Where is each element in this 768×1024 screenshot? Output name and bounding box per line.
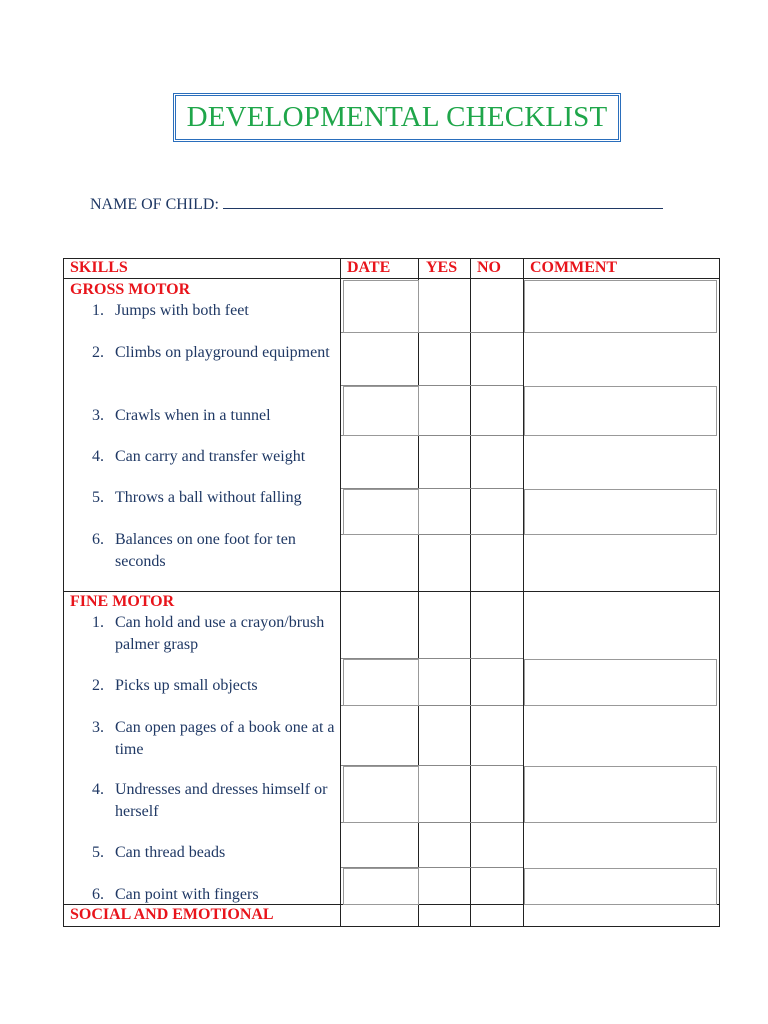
name-of-child-line [90,192,663,214]
yes-no-divider [470,258,471,927]
header-yes: YES [426,259,458,276]
skills-date-divider [340,258,341,927]
date-entry-box[interactable] [343,659,419,706]
date-entry-box[interactable] [343,386,419,436]
list-item: 6. Can point with fingers [92,886,259,903]
comment-entry-box[interactable] [524,386,717,436]
date-entry-box[interactable] [343,766,419,823]
header-no: NO [477,259,501,276]
date-entry-box[interactable] [343,489,419,535]
comment-entry-box[interactable] [524,280,717,333]
section-heading-social-emotional: SOCIAL AND EMOTIONAL [70,906,274,923]
gross-motor-bottom-border [63,591,720,592]
list-item: 1. Jumps with both feet [92,302,249,319]
list-item: 2. Climbs on playground equipment [92,344,330,361]
list-item: 3. Can open pages of a book one at a time [92,719,335,758]
list-item: 2. Picks up small objects [92,677,258,694]
list-item: 4. Can carry and transfer weight [92,448,306,465]
list-item: 4. Undresses and dresses himself or herself [92,781,328,820]
section-heading-gross-motor: GROSS MOTOR [70,281,191,298]
document-title: DEVELOPMENTAL CHECKLIST [186,101,608,133]
comment-entry-box[interactable] [524,659,717,706]
list-item: 5. Can thread beads [92,844,226,861]
table-right-border [719,258,720,927]
header-skills: SKILLS [70,259,128,276]
header-bottom-border [63,278,720,279]
no-comment-divider [523,258,524,927]
date-yes-divider [418,258,419,927]
list-item: 3. Crawls when in a tunnel [92,407,271,424]
list-item: 1. Can hold and use a crayon/brush palmer grasp [92,614,325,653]
table-bottom-border [63,926,720,927]
section-heading-fine-motor: FINE MOTOR [70,593,175,610]
date-entry-box[interactable] [343,868,419,905]
table-left-border [63,258,64,927]
name-of-child-label: NAME OF CHILD: [90,196,219,213]
list-item: 6. Balances on one foot for ten seconds [92,531,296,570]
table-top-border [63,258,720,259]
header-date: DATE [347,259,391,276]
comment-entry-box[interactable] [524,766,717,823]
list-item: 5. Throws a ball without falling [92,489,302,506]
date-entry-box[interactable] [343,280,419,333]
header-comment: COMMENT [530,259,618,276]
comment-entry-box[interactable] [524,868,717,905]
title-box [173,93,621,142]
name-of-child-field[interactable] [223,192,663,209]
comment-entry-box[interactable] [524,489,717,535]
